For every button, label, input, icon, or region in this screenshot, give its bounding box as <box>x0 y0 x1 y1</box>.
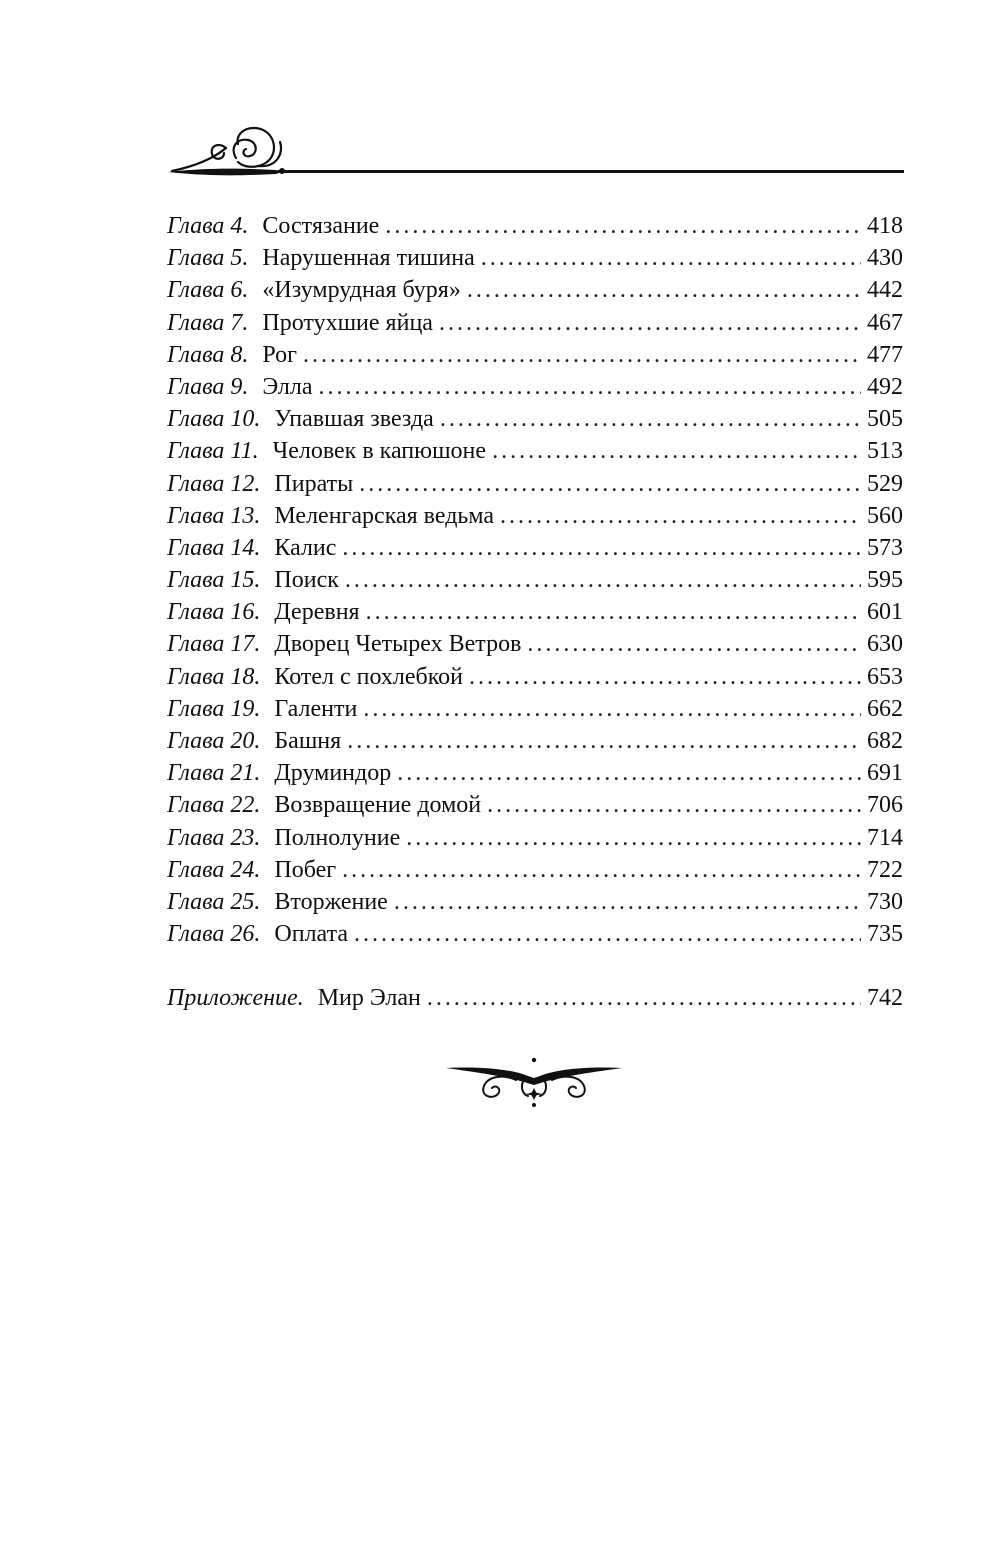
chapter-label: Глава 22. <box>167 792 261 819</box>
table-of-contents <box>167 210 903 950</box>
chapter-title: Дворец Четырех Ветров <box>274 631 522 658</box>
appendix-label: Приложение. <box>167 985 304 1011</box>
chapter-title: Меленгарская ведьма <box>274 502 495 529</box>
chapter-label: Глава 11. <box>167 438 259 465</box>
toc-row[interactable] <box>167 854 903 886</box>
page-number: 682 <box>867 728 903 754</box>
page-number: 529 <box>867 470 903 497</box>
chapter-title: Пираты <box>274 470 354 497</box>
page-number: 722 <box>867 856 903 883</box>
page-number: 691 <box>867 760 903 787</box>
chapter-title: Возвращение домой <box>274 792 482 819</box>
page-number: 653 <box>867 663 903 690</box>
toc-row[interactable] <box>167 628 903 660</box>
page-number: 477 <box>867 341 903 368</box>
toc-row-appendix[interactable] <box>167 982 903 1014</box>
dot-leader <box>487 789 861 821</box>
toc-row[interactable] <box>167 210 903 242</box>
dot-leader <box>481 242 861 274</box>
chapter-label: Глава 13. <box>167 502 261 529</box>
toc-row[interactable] <box>167 403 903 435</box>
dot-leader <box>439 307 861 339</box>
toc-row[interactable] <box>167 339 903 371</box>
toc-row[interactable] <box>167 886 903 918</box>
chapter-title: Вторжение <box>274 888 388 915</box>
chapter-label: Глава 12. <box>167 470 261 497</box>
chapter-label: Глава 21. <box>167 760 261 787</box>
dot-leader <box>492 435 861 467</box>
footer-swirl-ornament <box>444 1054 624 1110</box>
dot-leader <box>354 918 861 950</box>
dot-leader <box>397 757 861 789</box>
dot-leader <box>303 339 861 371</box>
appendix-entry <box>167 982 903 1014</box>
toc-row[interactable] <box>167 822 903 854</box>
chapter-label: Глава 23. <box>167 824 261 851</box>
chapter-label: Глава 17. <box>167 631 261 658</box>
toc-row[interactable] <box>167 468 903 500</box>
page-number: 492 <box>867 373 903 400</box>
chapter-label: Глава 6. <box>167 277 249 304</box>
chapter-label: Глава 4. <box>167 213 249 239</box>
toc-row[interactable] <box>167 693 903 725</box>
page-number: 505 <box>867 406 903 433</box>
chapter-label: Глава 25. <box>167 888 261 915</box>
dot-leader <box>347 725 861 757</box>
dot-leader <box>394 886 861 918</box>
toc-row[interactable] <box>167 435 903 467</box>
page-number: 430 <box>867 245 903 272</box>
chapter-title: Протухшие яйца <box>262 309 433 336</box>
toc-row[interactable] <box>167 564 903 596</box>
page-number: 418 <box>867 213 903 239</box>
chapter-label: Глава 9. <box>167 373 249 400</box>
toc-row[interactable] <box>167 371 903 403</box>
toc-row[interactable] <box>167 757 903 789</box>
page-number: 662 <box>867 695 903 722</box>
page-number: 560 <box>867 502 903 529</box>
toc-row[interactable] <box>167 661 903 693</box>
chapter-label: Глава 24. <box>167 856 261 883</box>
chapter-label: Глава 5. <box>167 245 249 272</box>
dot-leader <box>342 532 861 564</box>
page-number: 513 <box>867 438 903 465</box>
toc-row[interactable] <box>167 307 903 339</box>
chapter-label: Глава 7. <box>167 309 249 336</box>
chapter-title: Состязание <box>262 213 380 239</box>
chapter-title: «Изумрудная буря» <box>262 277 461 304</box>
dot-leader <box>342 854 861 886</box>
toc-row[interactable] <box>167 789 903 821</box>
chapter-title: Калис <box>274 534 337 561</box>
toc-row[interactable] <box>167 596 903 628</box>
chapter-title: Рог <box>262 341 297 368</box>
toc-row[interactable] <box>167 274 903 306</box>
chapter-label: Глава 8. <box>167 341 249 368</box>
chapter-title: Оплата <box>274 921 349 948</box>
chapter-label: Глава 14. <box>167 534 261 561</box>
chapter-title: Побег <box>274 856 337 883</box>
dot-leader <box>406 822 861 854</box>
chapter-label: Глава 15. <box>167 567 261 594</box>
chapter-title: Полнолуние <box>274 824 401 851</box>
dot-leader <box>467 274 861 306</box>
dot-leader <box>469 661 861 693</box>
chapter-title: Друминдор <box>274 760 392 787</box>
dot-leader <box>427 982 861 1014</box>
page-number: 730 <box>867 888 903 915</box>
chapter-title: Котел с похлебкой <box>274 663 464 690</box>
chapter-title: Нарушенная тишина <box>262 245 475 272</box>
dot-leader <box>319 371 861 403</box>
dot-leader <box>359 468 861 500</box>
page-number: 714 <box>867 824 903 851</box>
appendix-title: Мир Элан <box>317 985 421 1011</box>
page-number: 467 <box>867 309 903 336</box>
chapter-title: Поиск <box>274 567 339 594</box>
chapter-label: Глава 20. <box>167 728 261 754</box>
toc-row[interactable] <box>167 500 903 532</box>
chapter-title: Башня <box>274 728 342 754</box>
page-number: 595 <box>867 567 903 594</box>
chapter-title: Галенти <box>274 695 358 722</box>
chapter-label: Глава 16. <box>167 599 261 626</box>
page-number: 573 <box>867 534 903 561</box>
dot-leader <box>500 500 861 532</box>
toc-row[interactable] <box>167 532 903 564</box>
page-number: 735 <box>867 921 903 948</box>
toc-row[interactable] <box>167 918 903 950</box>
chapter-label: Глава 18. <box>167 663 261 690</box>
toc-row[interactable] <box>167 242 903 274</box>
page-number: 706 <box>867 792 903 819</box>
header-swirl-ornament <box>166 118 904 182</box>
page-number: 630 <box>867 631 903 658</box>
chapter-title: Человек в капюшоне <box>272 438 487 465</box>
page-number: 442 <box>867 277 903 304</box>
chapter-title: Упавшая звезда <box>274 406 434 433</box>
page-number: 601 <box>867 599 903 626</box>
dot-leader <box>527 628 861 660</box>
chapter-label: Глава 19. <box>167 695 261 722</box>
dot-leader <box>440 403 861 435</box>
chapter-title: Элла <box>262 373 313 400</box>
dot-leader <box>385 210 861 242</box>
chapter-label: Глава 26. <box>167 921 261 948</box>
chapter-title: Деревня <box>274 599 360 626</box>
toc-row[interactable] <box>167 725 903 757</box>
dot-leader <box>345 564 861 596</box>
page-number: 742 <box>867 985 903 1011</box>
dot-leader <box>363 693 861 725</box>
chapter-label: Глава 10. <box>167 406 261 433</box>
dot-leader <box>366 596 861 628</box>
